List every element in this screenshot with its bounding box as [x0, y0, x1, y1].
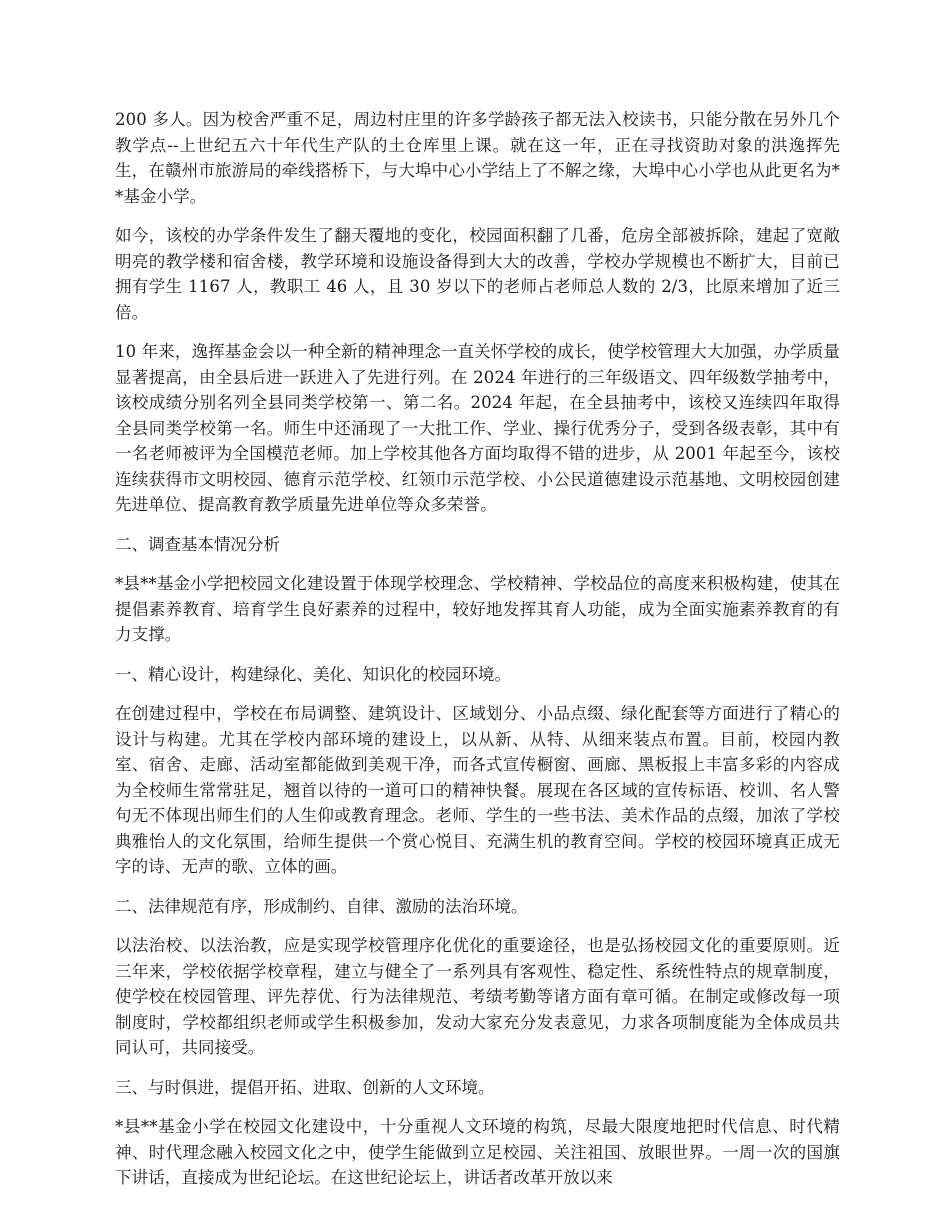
paragraph-humanities: *县**基金小学在校园文化建设中，十分重视人文环境的构筑，尽最大限度地把时代信息、时代精神、时代理念融入校园文化之中，使学生能做到立足校园、关注祖国、放眼世界。一周一次的国旗下讲话，直接成为世纪论坛。在这世纪论坛上，讲话者改革开放以来	[115, 1117, 840, 1187]
paragraph-achievements: 10 年来，逸挥基金会以一种全新的精神理念一直关怀学校的成长，使学校管理大大加强，办学质量显著提高，由全县后进一跃进入了先进行列。在 2024 年进行的三年级语文、四年级数学抽考中，该校成绩分别名列全县同类学校第一、第二名。2024 年起，在全县抽考中，该校又连续四年取得全县同类学校第一名。师生中还涌现了一大批工作、学业、操行优秀分子，受到各级表彰，其中有一名老师被评为全国模范老师。加上学校其他各方面均取得不错的进步，从 2001 年起至今，该校连续获得市文明校园、德育示范学校、红领巾示范学校、小公民道德建设示范基地、文明校园创建先进单位、提高教育教学质量先进单位等众多荣誉。	[115, 342, 840, 514]
paragraph-conditions: 如今，该校的办学条件发生了翻天覆地的变化，校园面积翻了几番，危房全部被拆除，建起了宽敞明亮的教学楼和宿舍楼，教学环境和设施设备得到大大的改善，学校办学规模也不断扩大，目前已拥有学生 1167 人，教职工 46 人，且 30 岁以下的老师占老师总人数的 2/3，比原来增加了近三倍。	[115, 226, 840, 322]
paragraph-culture-overview: *县**基金小学把校园文化建设置于体现学校理念、学校精神、学校品位的高度来积极构建，使其在提倡素养教育、培育学生良好素养的过程中，较好地发挥其育人功能，成为全面实施素养教育的有力支撑。	[115, 574, 840, 644]
document-page	[115, 107, 840, 1205]
paragraph-legal: 以法治校、以法治教，应是实现学校管理序化优化的重要途径，也是弘扬校园文化的重要原则。近三年来，学校依据学校章程，建立与健全了一系列具有客观性、稳定性、系统性特点的规章制度，使学校在校园管理、评先荐优、行为法律规范、考绩考勤等诸方面有章可循。在制定或修改每一项制度时，学校都组织老师或学生积极参加，发动大家充分发表意见，力求各项制度能为全体成员共同认可，共同接受。	[115, 936, 840, 1057]
subheading-humanities: 三、与时俱进，提倡开拓、进取、创新的人文环境。	[115, 1077, 495, 1097]
paragraph-intro: 200 多人。因为校舍严重不足，周边村庄里的许多学龄孩子都无法入校读书，只能分散在另外几个教学点--上世纪五六十年代生产队的土仓库里上课。就在这一年，正在寻找资助对象的洪逸挥先生，在赣州市旅游局的牵线搭桥下，与大埠中心小学结上了不解之缘，大埠中心小学也从此更名为**基金小学。	[115, 110, 840, 206]
section-heading-analysis: 二、调查基本情况分析	[115, 534, 280, 554]
paragraph-environment: 在创建过程中，学校在布局调整、建筑设计、区域划分、小品点缀、绿化配套等方面进行了精心的设计与构建。尤其在学校内部环境的建设上，以从新、从特、从细来装点布置。目前，校园内教室、宿舍、走廊、活动室都能做到美观干净，而各式宣传橱窗、画廊、黑板报上丰富多彩的内容成为全校师生常常驻足，翘首以待的一道可口的精神快餐。展现在各区域的宣传标语、校训、名人警句无不体现出师生们的人生仰或教育理念。老师、学生的一些书法、美术作品的点缀，加浓了学校典雅怡人的文化氛围，给师生提供一个赏心悦目、充满生机的教育空间。学校的校园环境真正成无字的诗、无声的歌、立体的画。	[115, 704, 840, 876]
subheading-environment: 一、精心设计，构建绿化、美化、知识化的校园环境。	[115, 664, 511, 684]
subheading-legal: 二、法律规范有序，形成制约、自律、激励的法治环境。	[115, 896, 528, 916]
